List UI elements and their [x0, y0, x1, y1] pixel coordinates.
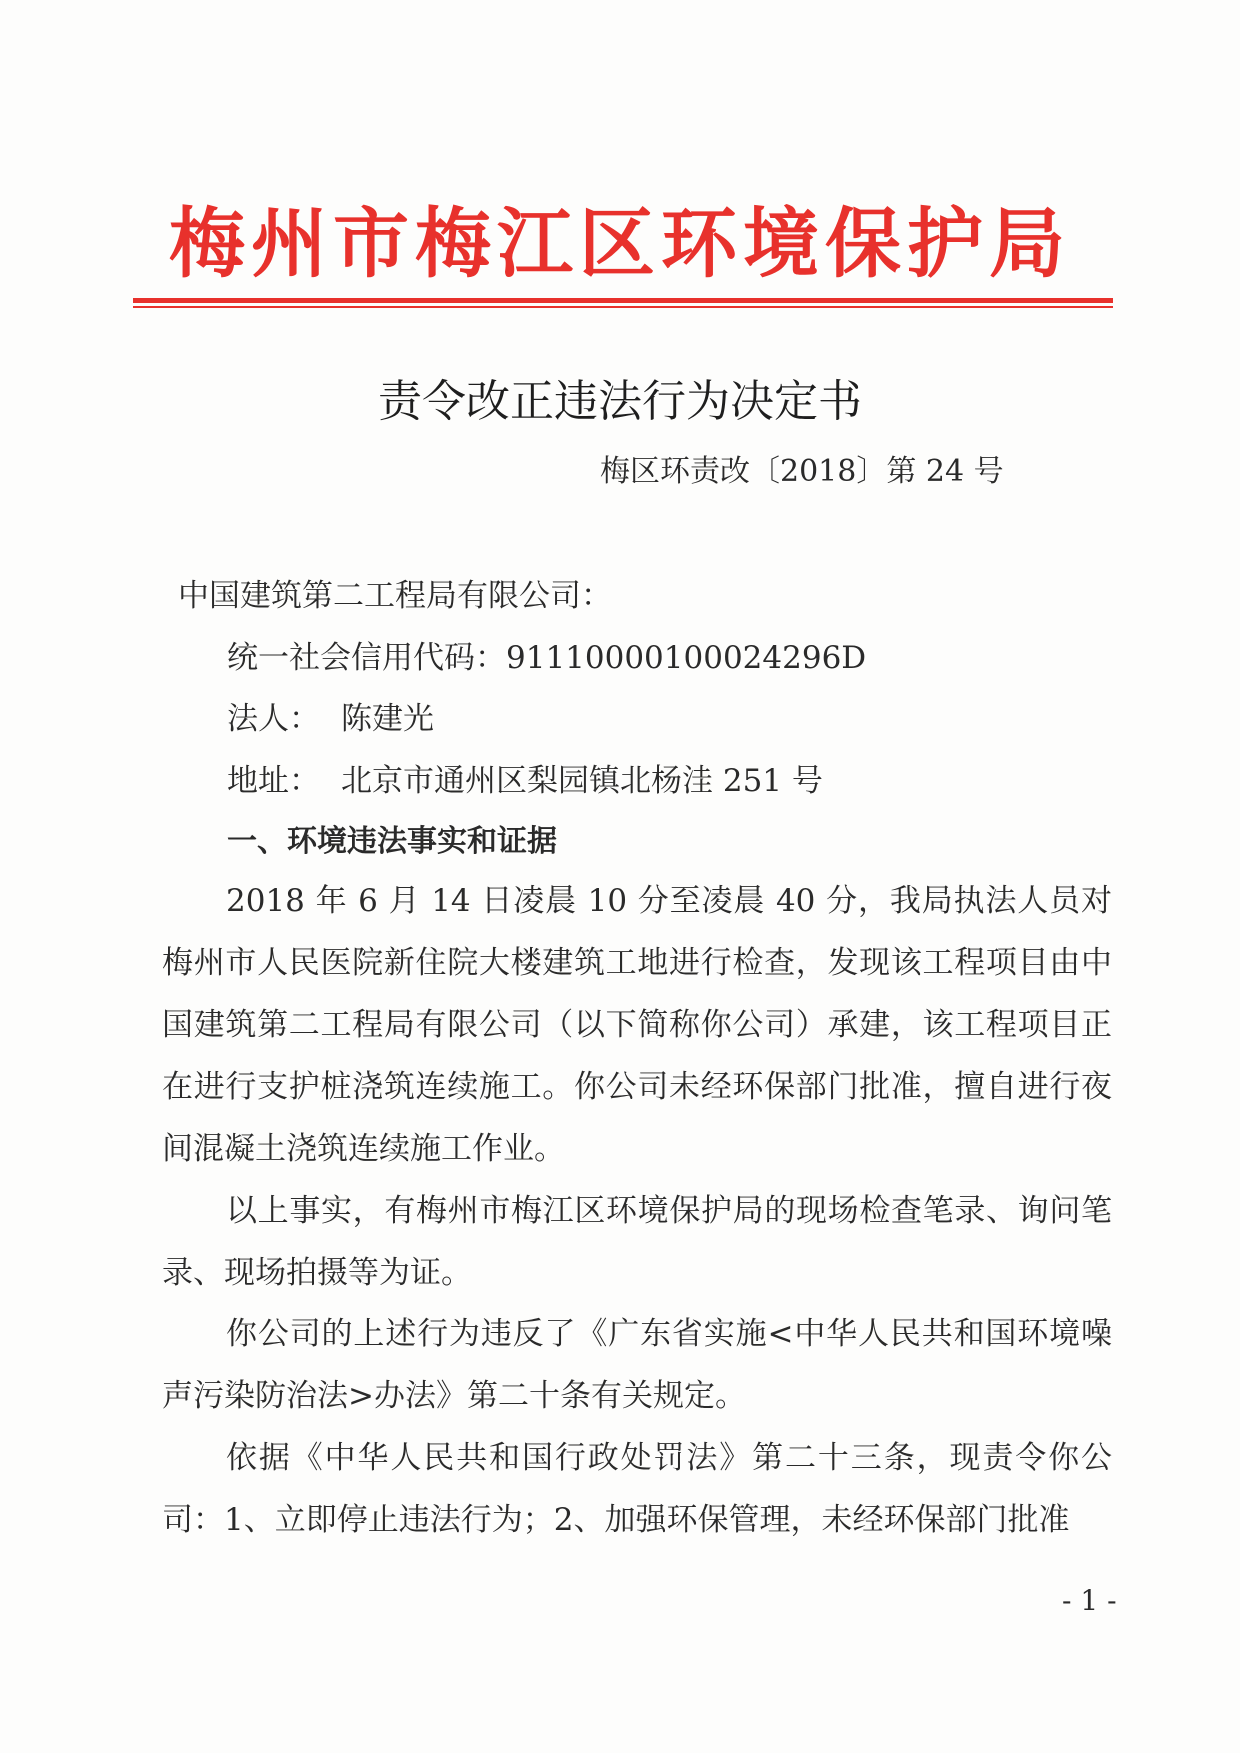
- paragraph-evidence: 以上事实，有梅州市梅江区环境保护局的现场检查笔录、询问笔录、现场拍摄等为证。: [162, 1193, 1112, 1291]
- credit-code-value: 91110000100024296D: [506, 640, 867, 676]
- agency-letterhead-title: 梅州市梅江区环境保护局: [169, 199, 1071, 288]
- legal-person-row: [227, 693, 434, 738]
- address-value: 北京市通州区梨园镇北杨洼 251 号: [341, 763, 823, 799]
- credit-code-row: [227, 632, 866, 677]
- legal-person-value: 陈建光: [341, 701, 434, 737]
- recipient-name: 中国建筑第二工程局有限公司：: [178, 578, 612, 614]
- page-number: - 1 -: [1062, 1584, 1117, 1617]
- section-heading-violation-facts: 一、环境违法事实和证据: [227, 824, 557, 859]
- document-title: 责令改正违法行为决定书: [378, 376, 862, 427]
- credit-code-label: 统一社会信用代码：: [227, 640, 506, 676]
- address-label: 地址：: [227, 763, 320, 799]
- paragraph-order: 依据《中华人民共和国行政处罚法》第二十三条，现责令你公司：1、立即停止违法行为；2、加强环保管理，未经环保部门批准: [162, 1440, 1112, 1538]
- paragraph-facts: 2018 年 6 月 14 日凌晨 10 分至凌晨 40 分，我局执法人员对梅州市人民医院新住院大楼建筑工地进行检查，发现该工程项目由中国建筑第二工程局有限公司（以下简称你公司）承建，该工程项目正在进行支护桩浇筑连续施工。你公司未经环保部门批准，擅自进行夜间混凝土浇筑连续施工作业。: [162, 883, 1112, 1167]
- paragraph-violation: 你公司的上述行为违反了《广东省实施<中华人民共和国环境噪声污染防治法>办法》第二十条有关规定。: [162, 1316, 1112, 1414]
- address-row: [227, 755, 823, 800]
- document-number: 梅区环责改〔2018〕第 24 号: [600, 454, 1004, 489]
- letterhead-red-rule-thin: [133, 306, 1113, 308]
- letterhead-red-rule-thick: [133, 298, 1113, 303]
- legal-person-label: 法人：: [227, 701, 320, 737]
